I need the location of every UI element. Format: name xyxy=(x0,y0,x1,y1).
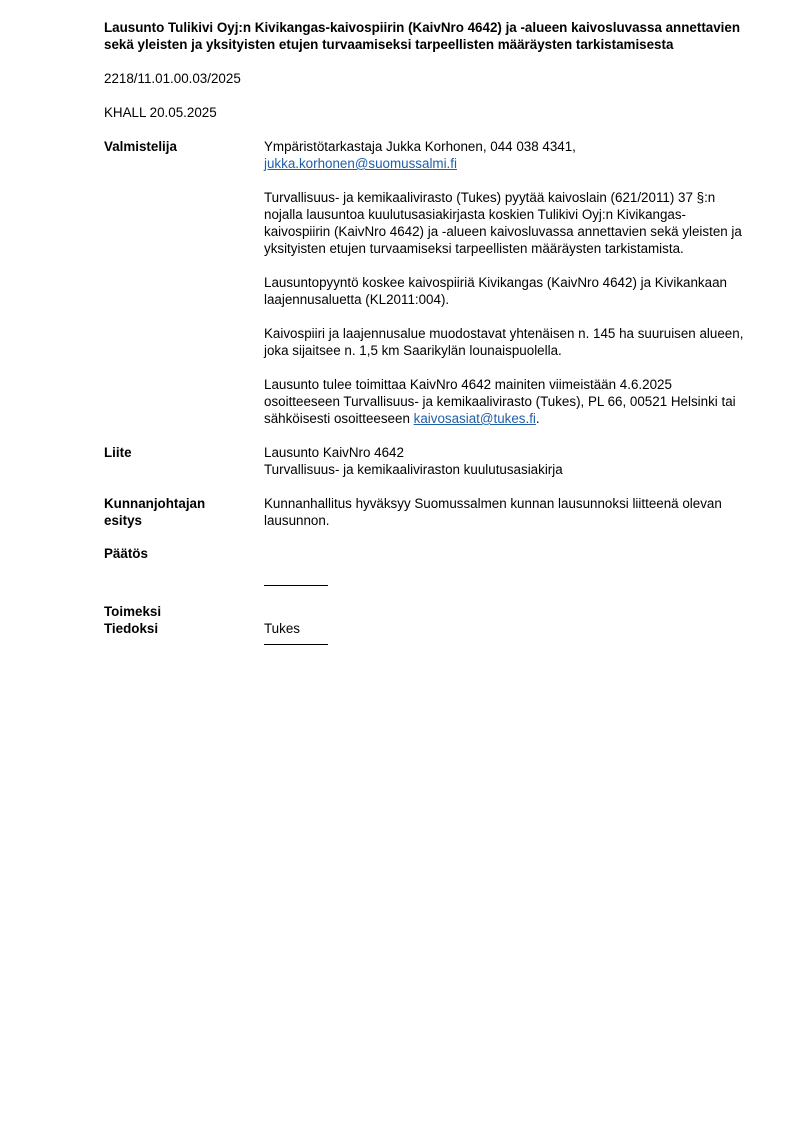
submission-text: Lausunto tulee toimittaa KaivNro 4642 mainiten viimeistään 4.6.2025 osoitteeseen Turvallisuus- ja kemikaalivirasto (Tukes), PL 66, 00521 Helsinki tai sähköisesti osoitteeseen xyxy=(264,377,736,426)
submission-end: . xyxy=(535,411,540,426)
attachment-item-1: Lausunto KaivNro 4642 xyxy=(264,445,404,460)
record-id: 2218/11.01.00.03/2025 xyxy=(104,71,241,86)
section-liite xyxy=(104,444,744,478)
section-content-valmistelija xyxy=(264,138,744,427)
section-label-esitys xyxy=(104,495,264,529)
section-tiedoksi xyxy=(104,620,744,645)
section-label-valmistelija: Valmistelija xyxy=(104,139,177,154)
section-label-tiedoksi: Tiedoksi xyxy=(104,621,159,636)
section-label-toimeksi: Toimeksi xyxy=(104,604,162,619)
document-page xyxy=(104,19,744,645)
section-paatos-rule xyxy=(104,585,744,586)
tiedoksi-recipient: Tukes xyxy=(264,621,300,636)
section-valmistelija xyxy=(104,138,744,427)
section-esitys xyxy=(104,495,744,529)
section-label-paatos: Päätös xyxy=(104,546,148,561)
paragraph-request: Turvallisuus- ja kemikaalivirasto (Tukes) pyytää kaivoslain (621/2011) 37 §:n nojalla lausuntoa kuulutusasiakirjasta koskien Tulikivi Oyj:n Kivikangas-kaivospiirin (KaivNro 4642) ja -alueen kaivosluvassa annettavien sekä yleisten ja yksityisten etujen turvaamiseksi tarpeellisten määräysten tarkistamista. xyxy=(264,190,742,256)
paragraph-area: Kaivospiiri ja laajennusalue muodostavat yhtenäisen n. 145 ha suuruisen alueen, joka sijaitsee n. 1,5 km Saarikylän lounaispuolella. xyxy=(264,326,744,358)
paragraph-submission xyxy=(264,376,744,427)
divider-line xyxy=(264,585,328,586)
section-toimeksi xyxy=(104,603,744,620)
tukes-email-link[interactable]: kaivosasiat@tukes.fi xyxy=(413,411,536,426)
section-content-tiedoksi xyxy=(264,620,744,645)
document-title: Lausunto Tulikivi Oyj:n Kivikangas-kaivospiirin (KaivNro 4642) ja -alueen kaivosluvassa annettavien sekä yleisten ja yksityisten etujen turvaamiseksi tarpeellisten määräysten tarkistamisesta xyxy=(104,20,741,52)
preparer-email-link[interactable]: jukka.korhonen@suomussalmi.fi xyxy=(264,156,457,171)
preparer-info: Ympäristötarkastaja Jukka Korhonen, 044 038 4341, xyxy=(264,139,576,154)
esitys-label-line1: Kunnanjohtajan xyxy=(104,496,206,511)
meeting-info: KHALL 20.05.2025 xyxy=(104,105,217,120)
esitys-label-line2: esitys xyxy=(104,513,142,528)
attachment-item-2: Turvallisuus- ja kemikaaliviraston kuulutusasiakirja xyxy=(264,462,563,477)
esitys-text: Kunnanhallitus hyväksyy Suomussalmen kunnan lausunnoksi liitteenä olevan lausunnon. xyxy=(264,496,722,528)
section-label-liite: Liite xyxy=(104,445,132,460)
paragraph-scope: Lausuntopyyntö koskee kaivospiiriä Kivikangas (KaivNro 4642) ja Kivikankaan laajennusaluetta (KL2011:004). xyxy=(264,275,727,307)
section-paatos xyxy=(104,545,744,562)
section-content-liite xyxy=(264,444,744,478)
section-content-esitys xyxy=(264,495,744,529)
divider-line xyxy=(264,644,328,645)
